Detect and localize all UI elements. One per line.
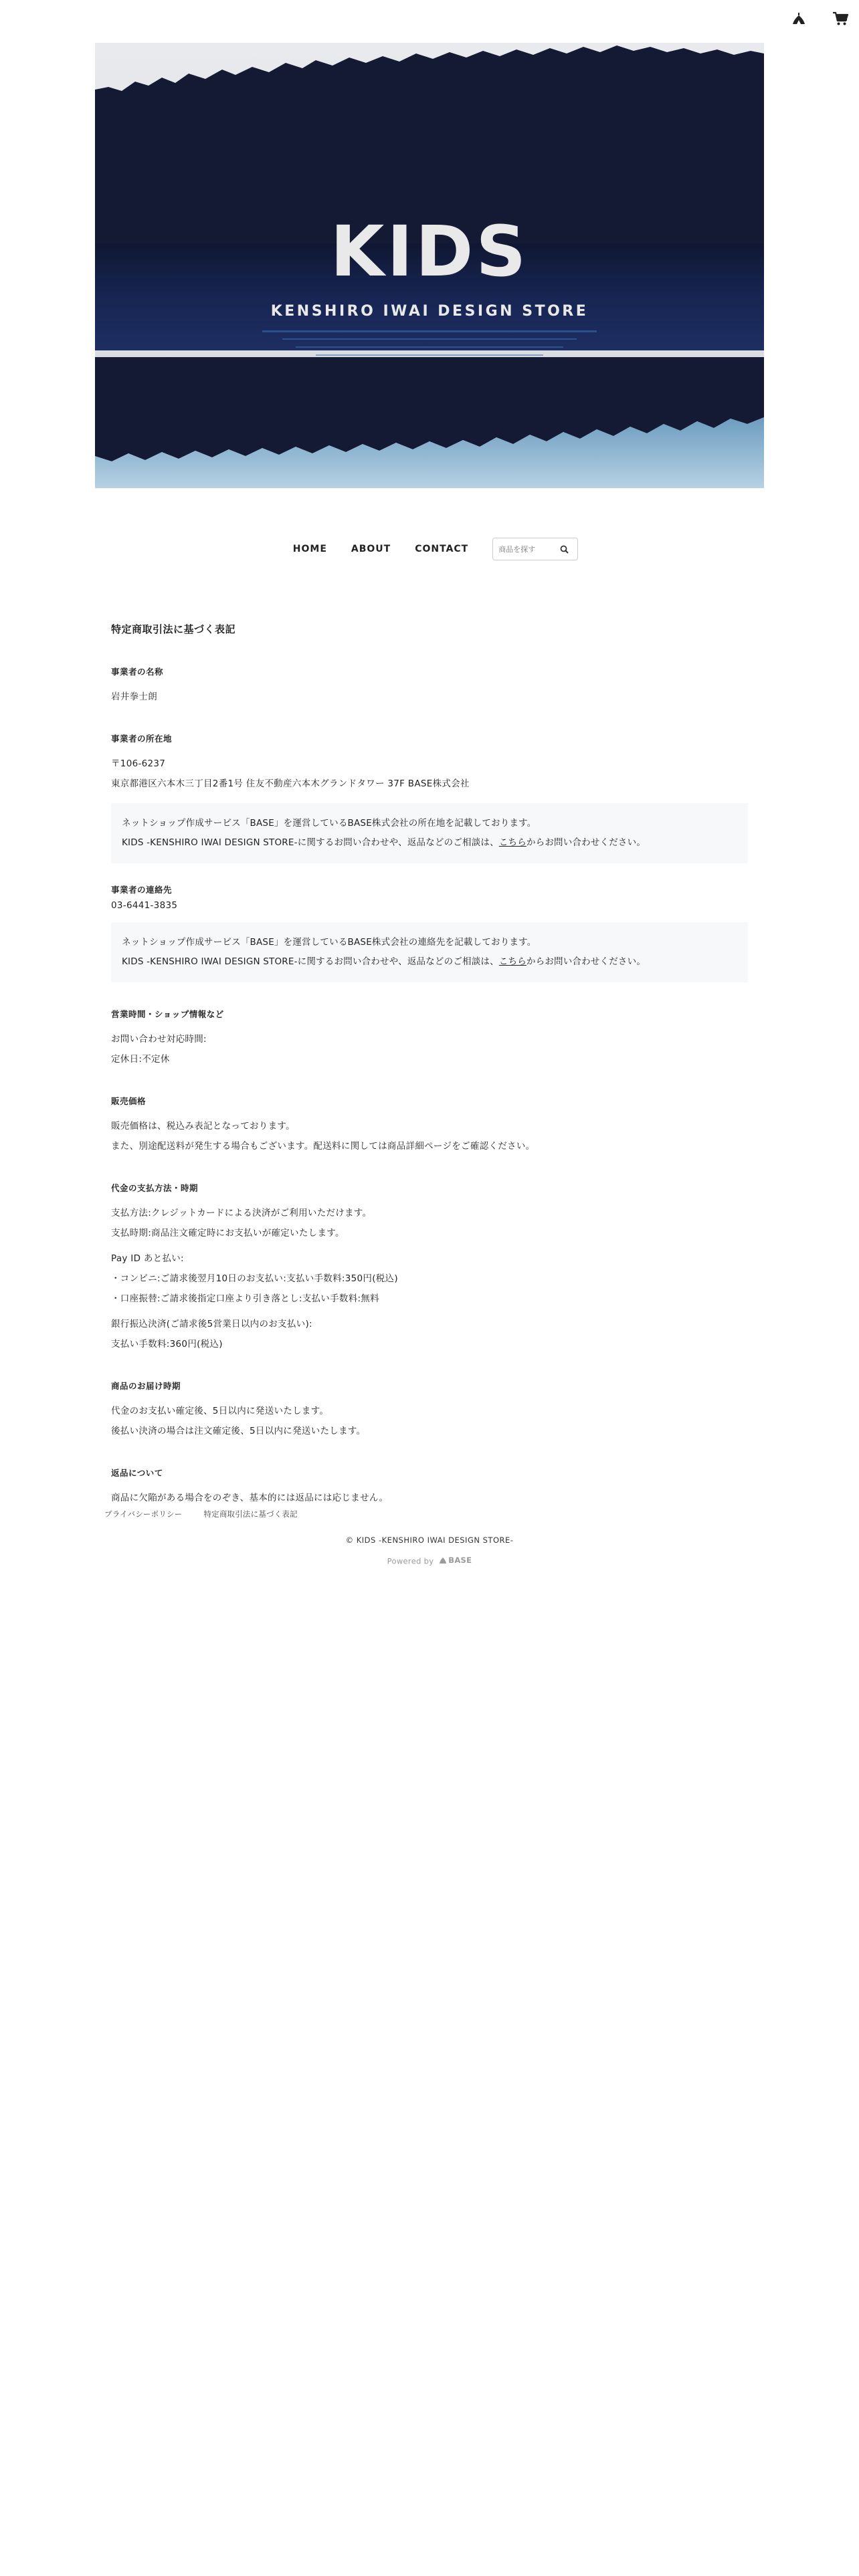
contact-note-prefix: KIDS -KENSHIRO IWAI DESIGN STORE-に関するお問い合わせや、返品などのご相談は、 bbox=[122, 956, 499, 967]
contact-note-suffix: からお問い合わせください。 bbox=[526, 956, 646, 967]
contact-note-line1: ネットショップ作成サービス「BASE」を運営しているBASE株式会社の連絡先を記載しております。 bbox=[122, 937, 537, 948]
address-contact-link[interactable]: こちら bbox=[498, 837, 527, 848]
nav-home[interactable]: HOME bbox=[292, 544, 327, 554]
address-note-suffix: からお問い合わせください。 bbox=[526, 837, 646, 848]
price-line1: 販売価格は、税込み表記となっております。 bbox=[111, 1121, 295, 1132]
section-title-hours: 営業時間・ショップ情報など bbox=[111, 1009, 224, 1019]
contact-note-box bbox=[111, 922, 748, 982]
address-line: 東京都港区六本木三丁目2番1号 住友不動産六本木グランドタワー 37F BASE株式会社 bbox=[111, 778, 470, 789]
hours-line1: お問い合わせ対応時間: bbox=[111, 1034, 207, 1045]
bank-payment-title: 銀行振込決済(ご請求後5営業日以内のお支払い): bbox=[111, 1319, 312, 1329]
search-box bbox=[492, 538, 578, 560]
payment-timing: 支払時期:商品注文確定時にお支払いが確定いたします。 bbox=[111, 1228, 345, 1239]
delivery-line1: 代金のお支払い確定後、5日以内に発送いたします。 bbox=[111, 1406, 329, 1416]
footer-link-legal[interactable]: 特定商取引法に基づく表記 bbox=[203, 1509, 298, 1519]
base-shop-icon[interactable] bbox=[789, 9, 808, 28]
powered-by[interactable] bbox=[0, 1555, 859, 1566]
section-title-delivery: 商品のお届け時期 bbox=[111, 1381, 181, 1391]
address-note-prefix: KIDS -KENSHIRO IWAI DESIGN STORE-に関するお問い合わせや、返品などのご相談は、 bbox=[122, 837, 499, 848]
search-input[interactable] bbox=[498, 545, 559, 554]
section-title-contact: 事業者の連絡先 bbox=[111, 885, 173, 895]
phone-number: 03-6441-3835 bbox=[111, 900, 178, 911]
powered-by-label: Powered by bbox=[387, 1556, 434, 1566]
nav-contact[interactable]: CONTACT bbox=[415, 544, 469, 554]
hero-landscape-image bbox=[95, 43, 764, 488]
business-name: 岩井拳士朗 bbox=[111, 691, 157, 702]
hours-line2: 定休日:不定休 bbox=[111, 1054, 170, 1065]
footer-link-privacy[interactable]: プライバシーポリシー bbox=[104, 1509, 183, 1519]
copyright: © KIDS -KENSHIRO IWAI DESIGN STORE- bbox=[345, 1535, 514, 1545]
hero-banner[interactable] bbox=[95, 43, 764, 488]
section-title-price: 販売価格 bbox=[111, 1096, 147, 1106]
cart-icon[interactable] bbox=[831, 9, 850, 28]
legal-notice-content bbox=[111, 622, 748, 1508]
payid-title: Pay ID あと払い: bbox=[111, 1253, 184, 1264]
nav-about[interactable]: ABOUT bbox=[351, 544, 391, 554]
contact-note-line2 bbox=[122, 952, 737, 972]
section-title-returns: 返品について bbox=[111, 1468, 163, 1478]
hero-logo-title: KIDS bbox=[330, 211, 529, 292]
footer-links bbox=[104, 1509, 298, 1519]
address-note-line2 bbox=[122, 833, 737, 853]
base-logo bbox=[439, 1555, 472, 1565]
payment-method: 支払方法:クレジットカードによる決済がご利用いただけます。 bbox=[111, 1208, 372, 1218]
main-nav bbox=[0, 538, 859, 560]
section-title-name: 事業者の名称 bbox=[111, 667, 164, 677]
hero-logo-subtitle: KENSHIRO IWAI DESIGN STORE bbox=[270, 303, 589, 320]
price-line2: また、別途配送料が発生する場合もございます。配送料に関しては商品詳細ページをご確認ください。 bbox=[111, 1141, 535, 1152]
delivery-line2: 後払い決済の場合は注文確定後、5日以内に発送いたします。 bbox=[111, 1426, 366, 1436]
base-logo-text: BASE bbox=[448, 1555, 472, 1565]
payid-convenience: ・コンビニ:ご請求後翌月10日のお支払い:支払い手数料:350円(税込) bbox=[111, 1273, 398, 1284]
payid-bank-transfer: ・口座振替:ご請求後指定口座より引き落とし:支払い手数料:無料 bbox=[111, 1293, 379, 1304]
postal-code: 〒106-6237 bbox=[111, 758, 166, 769]
returns-line1: 商品に欠陥がある場合をのぞき、基本的には返品には応じません。 bbox=[111, 1493, 389, 1503]
address-note-box bbox=[111, 803, 748, 863]
page-title: 特定商取引法に基づく表記 bbox=[111, 623, 236, 635]
base-logo-icon bbox=[439, 1557, 447, 1564]
bank-payment-fee: 支払い手数料:360円(税込) bbox=[111, 1339, 223, 1350]
section-title-payment: 代金の支払方法・時期 bbox=[111, 1183, 199, 1193]
section-title-address: 事業者の所在地 bbox=[111, 734, 173, 744]
header-icons bbox=[789, 9, 850, 28]
address-note-line1: ネットショップ作成サービス「BASE」を運営しているBASE株式会社の所在地を記載しております。 bbox=[122, 818, 537, 829]
search-icon[interactable] bbox=[559, 544, 569, 554]
contact-link[interactable]: こちら bbox=[498, 956, 527, 967]
